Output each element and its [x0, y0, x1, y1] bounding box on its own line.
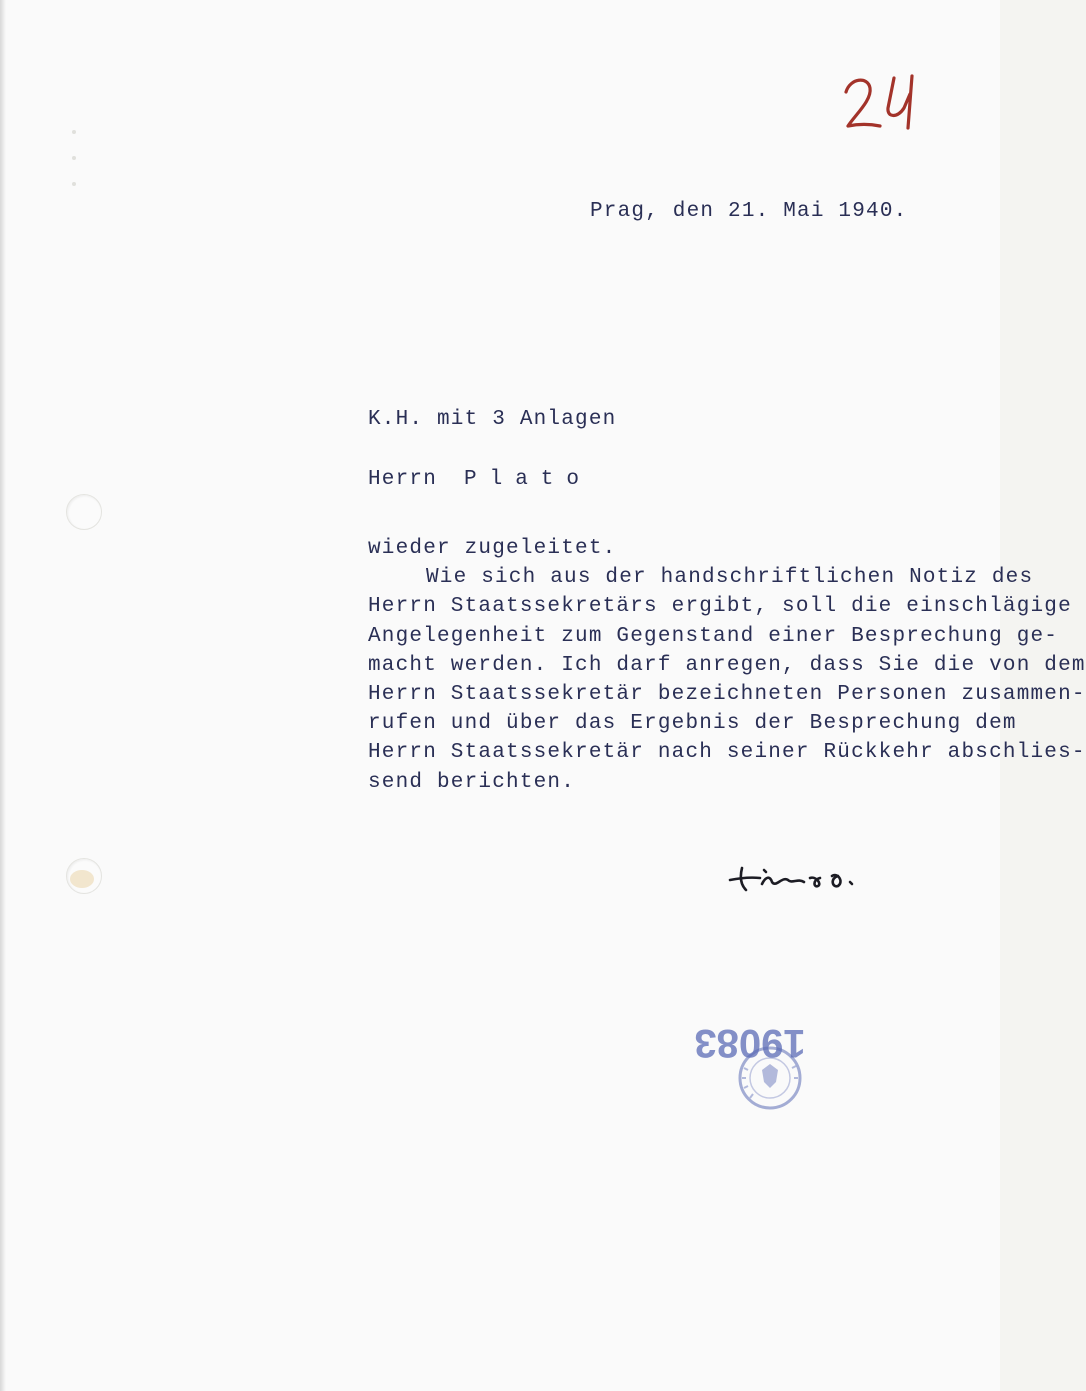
body-line: wieder zugeleitet.: [368, 537, 617, 560]
recipient-salutation: Herrn: [368, 468, 438, 491]
body-line: Wie sich aus der handschriftlichen Notiz des: [426, 566, 1034, 590]
body-line: macht werden. Ich darf anregen, dass Sie die von dem: [368, 653, 1086, 677]
enclosure-line: K.H. mit 3 Anlagen: [368, 408, 617, 431]
date-line: Prag, den 21. Mai 1940.: [590, 200, 908, 223]
body-line: Angelegenheit zum Gegenstand einer Besprechung ge-: [368, 624, 1059, 648]
recipient-line: [368, 464, 592, 495]
handwritten-page-number: [838, 64, 948, 144]
body-line: Herrn Staatssekretärs ergibt, soll die einschlägige: [368, 595, 1072, 619]
body-line: send berichten.: [368, 770, 576, 794]
signature-icon: [726, 858, 866, 894]
recipient-name: Plato: [464, 468, 593, 491]
letter-body: [368, 534, 1086, 797]
pin-marks: [72, 130, 78, 190]
body-line: Herrn Staatssekretär bezeichneten Personen zusammen-: [368, 683, 1086, 707]
archive-stamp-icon: [680, 978, 830, 1123]
stamp-number: 19083: [694, 1021, 806, 1065]
body-line: Herrn Staatssekretär nach seiner Rückkehr abschlies-: [368, 741, 1086, 765]
punch-hole-upper: [66, 494, 102, 530]
punch-hole-stain: [70, 870, 94, 888]
body-line: rufen und über das Ergebnis der Besprechung dem: [368, 712, 1017, 736]
page-edge-shadow: [0, 0, 6, 1391]
